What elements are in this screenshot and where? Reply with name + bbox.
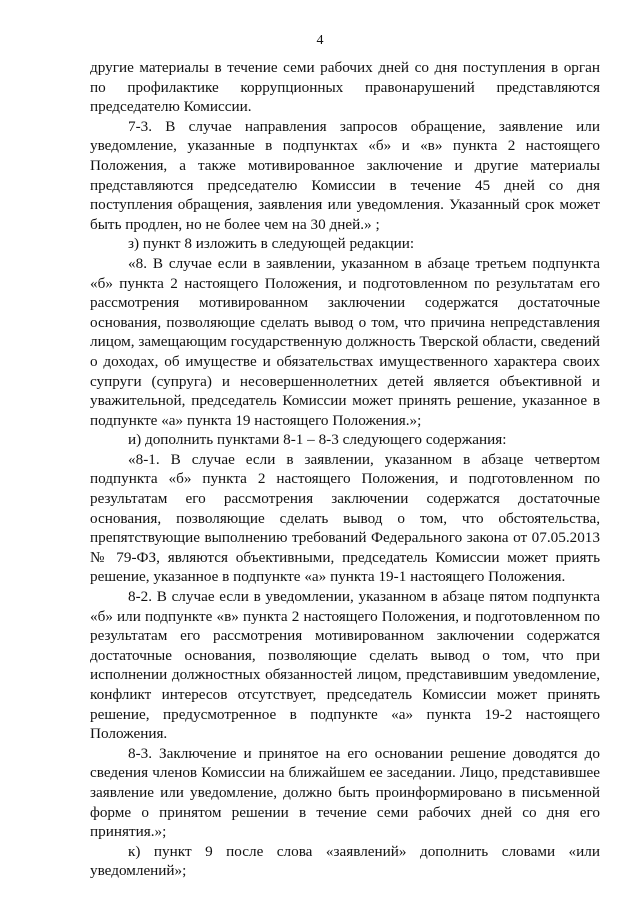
paragraph-continuation: другие материалы в течение семи рабочих дней со дня поступления в орган по профилактике коррупционных правонарушений представляются председателю Комиссии. xyxy=(90,59,600,116)
paragraph-8-3: 8-3. Заключение и принятое на его основании решение доводятся до сведения членов Комиссии на ближайшем ее заседании. Лицо, представившее заявление или уведомление, должно быть проинформировано в письменной форме о принятом решении в течение семи рабочих дней со дня его принятия.»; xyxy=(90,744,600,841)
document-body xyxy=(90,58,600,881)
paragraph-8: «8. В случае если в заявлении, указанном в абзаце третьем подпункта «б» пункта 2 настоящего Положения, и подготовленном по результатам его рассмотрения мотивированном заключении содержатся достаточные основания, позволяющие сделать вывод о том, что причина непредставления лицом, замещающим государственную должность Тверской области, сведений о доходах, об имуществе и обязательствах имущественного характера своих супруги (супруга) и несовершеннолетних детей является объективной и уважительной, председатель Комиссии может принять решение, указанное в подпункте «а» пункта 19 настоящего Положения.»; xyxy=(90,254,600,429)
paragraph-amendment-z: з) пункт 8 изложить в следующей редакции: xyxy=(128,235,415,253)
paragraph-8-1: «8-1. В случае если в заявлении, указанном в абзаце четвертом подпункта «б» пункта 2 настоящего Положения, и подготовленном по результатам его рассмотрения заключении содержатся достаточные основания, позволяющие сделать вывод о том, что обстоятельства, препятствующие выполнению требований Федерального закона от 07.05.2013 № 79-ФЗ, являются объективными, председатель Комиссии может приять решение, указанное в подпункте «а» пункта 19-1 настоящего Положения. xyxy=(90,450,600,586)
paragraph-7-3: 7-3. В случае направления запросов обращение, заявление или уведомление, указанные в подпунктах «б» и «в» пункта 2 настоящего Положения, а также мотивированное заключение и другие материалы представляются председателю Комиссии в течение 45 дней со дня поступления обращения, заявления или уведомления. Указанный срок может быть продлен, но не более чем на 30 дней.» ; xyxy=(90,117,600,233)
paragraph-8-2: 8-2. В случае если в уведомлении, указанном в абзаце пятом подпункта «б» или подпункте «в» пункта 2 настоящего Положения, и подготовленном по результатам его рассмотрения мотивированном заключении содержатся достаточные основания, позволяющие сделать вывод о том, что при исполнении должностных обязанностей лицом, представившим уведомление, конфликт интересов отсутствует, председатель Комиссии может принять решение, предусмотренное в подпункте «а» пункта 19-2 настоящего Положения. xyxy=(90,588,600,743)
paragraph-amendment-k: к) пункт 9 после слова «заявлений» дополнить словами «или уведомлений»; xyxy=(90,842,600,880)
page-number: 4 xyxy=(316,33,324,48)
paragraph-amendment-i: и) дополнить пунктами 8-1 – 8-3 следующего содержания: xyxy=(128,431,507,449)
